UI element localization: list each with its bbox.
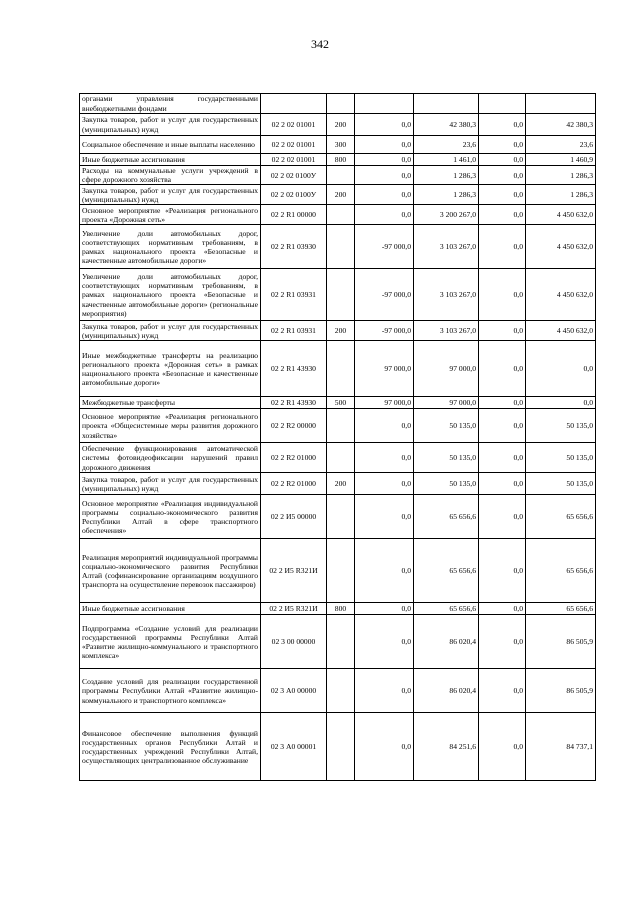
row-expense-type bbox=[327, 443, 355, 473]
row-change-amount: 0,0 bbox=[355, 154, 414, 166]
row-amount-year-2: 4 450 632,0 bbox=[526, 269, 596, 321]
row-change-amount-year-2: 0,0 bbox=[479, 269, 526, 321]
row-amount-year-1: 3 103 267,0 bbox=[414, 225, 479, 269]
row-expense-type bbox=[327, 409, 355, 443]
row-change-amount-year-2: 0,0 bbox=[479, 154, 526, 166]
row-code: 02 2 R2 01000 bbox=[261, 473, 327, 495]
row-amount-year-2: 50 135,0 bbox=[526, 443, 596, 473]
row-change-amount: 0,0 bbox=[355, 443, 414, 473]
row-change-amount: -97 000,0 bbox=[355, 321, 414, 341]
row-expense-type bbox=[327, 713, 355, 781]
table-row bbox=[80, 341, 596, 397]
table-row bbox=[80, 166, 596, 185]
budget-table-body bbox=[80, 94, 596, 781]
row-name: Подпрограмма «Создание условий для реализации государственной программы Республики Алтай «Развитие жилищно-коммунального и транспортного комплекса» bbox=[80, 615, 261, 669]
row-code: 02 2 R1 03931 bbox=[261, 269, 327, 321]
row-change-amount: 0,0 bbox=[355, 185, 414, 205]
row-expense-type bbox=[327, 341, 355, 397]
row-amount-year-1: 86 020,4 bbox=[414, 615, 479, 669]
row-change-amount-year-2: 0,0 bbox=[479, 397, 526, 409]
row-change-amount-year-2: 0,0 bbox=[479, 713, 526, 781]
row-amount-year-2: 4 450 632,0 bbox=[526, 205, 596, 225]
table-row bbox=[80, 615, 596, 669]
row-expense-type bbox=[327, 539, 355, 603]
row-expense-type: 200 bbox=[327, 321, 355, 341]
row-amount-year-2: 4 450 632,0 bbox=[526, 321, 596, 341]
row-change-amount-year-2: 0,0 bbox=[479, 539, 526, 603]
row-code: 02 2 R1 43930 bbox=[261, 341, 327, 397]
table-row bbox=[80, 114, 596, 136]
row-change-amount: 0,0 bbox=[355, 669, 414, 713]
row-expense-type bbox=[327, 669, 355, 713]
row-code: 02 2 R1 43930 bbox=[261, 397, 327, 409]
row-amount-year-1: 3 103 267,0 bbox=[414, 269, 479, 321]
row-amount-year-1: 1 286,3 bbox=[414, 166, 479, 185]
row-amount-year-1: 50 135,0 bbox=[414, 473, 479, 495]
table-row bbox=[80, 94, 596, 114]
row-expense-type: 200 bbox=[327, 185, 355, 205]
row-amount-year-1: 97 000,0 bbox=[414, 341, 479, 397]
row-amount-year-2: 1 286,3 bbox=[526, 185, 596, 205]
table-row bbox=[80, 409, 596, 443]
row-amount-year-1: 23,6 bbox=[414, 136, 479, 154]
row-code: 02 2 R1 00000 bbox=[261, 205, 327, 225]
row-change-amount: 0,0 bbox=[355, 603, 414, 615]
table-row bbox=[80, 713, 596, 781]
row-change-amount-year-2: 0,0 bbox=[479, 603, 526, 615]
row-change-amount: 0,0 bbox=[355, 713, 414, 781]
table-row bbox=[80, 603, 596, 615]
page-number: 342 bbox=[311, 37, 329, 51]
row-amount-year-2: 65 656,6 bbox=[526, 495, 596, 539]
row-amount-year-1: 50 135,0 bbox=[414, 443, 479, 473]
row-amount-year-1: 86 020,4 bbox=[414, 669, 479, 713]
row-change-amount-year-2: 0,0 bbox=[479, 166, 526, 185]
row-amount-year-2: 1 286,3 bbox=[526, 166, 596, 185]
row-change-amount-year-2: 0,0 bbox=[479, 495, 526, 539]
table-row bbox=[80, 669, 596, 713]
row-change-amount: 97 000,0 bbox=[355, 341, 414, 397]
table-row bbox=[80, 225, 596, 269]
row-amount-year-2: 50 135,0 bbox=[526, 473, 596, 495]
table-row bbox=[80, 269, 596, 321]
table-row bbox=[80, 205, 596, 225]
row-amount-year-2: 0,0 bbox=[526, 341, 596, 397]
row-amount-year-1: 42 380,3 bbox=[414, 114, 479, 136]
row-name: Закупка товаров, работ и услуг для государственных (муниципальных) нужд bbox=[80, 185, 261, 205]
row-change-amount-year-2: 0,0 bbox=[479, 185, 526, 205]
row-name: Иные бюджетные ассигнования bbox=[80, 603, 261, 615]
row-change-amount-year-2: 0,0 bbox=[479, 473, 526, 495]
row-amount-year-1: 65 656,6 bbox=[414, 539, 479, 603]
row-name: Реализация мероприятий индивидуальной программы социально-экономического развития Республики Алтай (софинансирование организациям воздушного транспорта на осуществление перевозок пассажиров) bbox=[80, 539, 261, 603]
budget-table bbox=[79, 93, 596, 781]
row-code: 02 3 А0 00000 bbox=[261, 669, 327, 713]
row-expense-type bbox=[327, 94, 355, 114]
row-code: 02 2 R2 01000 bbox=[261, 443, 327, 473]
row-name: Закупка товаров, работ и услуг для государственных (муниципальных) нужд bbox=[80, 321, 261, 341]
row-change-amount-year-2: 0,0 bbox=[479, 443, 526, 473]
row-change-amount: 0,0 bbox=[355, 114, 414, 136]
row-amount-year-1: 3 200 267,0 bbox=[414, 205, 479, 225]
row-expense-type bbox=[327, 225, 355, 269]
table-row bbox=[80, 495, 596, 539]
table-row bbox=[80, 397, 596, 409]
row-amount-year-2: 1 460,9 bbox=[526, 154, 596, 166]
row-code: 02 2 R1 03931 bbox=[261, 321, 327, 341]
row-amount-year-2: 50 135,0 bbox=[526, 409, 596, 443]
row-amount-year-2: 65 656,6 bbox=[526, 539, 596, 603]
table-row bbox=[80, 443, 596, 473]
row-amount-year-1: 84 251,6 bbox=[414, 713, 479, 781]
row-change-amount: 0,0 bbox=[355, 473, 414, 495]
row-change-amount-year-2: 0,0 bbox=[479, 341, 526, 397]
row-name: Финансовое обеспечение выполнения функций государственных органов Республики Алтай и государственных учреждений Республики Алтай, осуществляющих централизованное обслуживание bbox=[80, 713, 261, 781]
row-change-amount: 0,0 bbox=[355, 539, 414, 603]
row-change-amount-year-2: 0,0 bbox=[479, 225, 526, 269]
row-expense-type: 200 bbox=[327, 473, 355, 495]
row-name: органами управления государственными внебюджетными фондами bbox=[80, 94, 261, 114]
row-amount-year-1: 3 103 267,0 bbox=[414, 321, 479, 341]
row-code: 02 2 02 0100У bbox=[261, 185, 327, 205]
row-amount-year-1: 65 656,6 bbox=[414, 603, 479, 615]
row-change-amount-year-2: 0,0 bbox=[479, 615, 526, 669]
row-expense-type bbox=[327, 615, 355, 669]
row-code: 02 2 02 01001 bbox=[261, 114, 327, 136]
row-amount-year-2: 42 380,3 bbox=[526, 114, 596, 136]
row-expense-type: 200 bbox=[327, 114, 355, 136]
row-change-amount: 0,0 bbox=[355, 166, 414, 185]
row-code: 02 2 02 0100У bbox=[261, 166, 327, 185]
row-name: Межбюджетные трансферты bbox=[80, 397, 261, 409]
row-change-amount: 0,0 bbox=[355, 205, 414, 225]
row-expense-type bbox=[327, 495, 355, 539]
row-change-amount: 0,0 bbox=[355, 136, 414, 154]
row-amount-year-1: 50 135,0 bbox=[414, 409, 479, 443]
row-amount-year-1: 65 656,6 bbox=[414, 495, 479, 539]
row-code: 02 2 R2 00000 bbox=[261, 409, 327, 443]
row-change-amount: 0,0 bbox=[355, 495, 414, 539]
row-expense-type: 800 bbox=[327, 603, 355, 615]
row-amount-year-2: 4 450 632,0 bbox=[526, 225, 596, 269]
table-row bbox=[80, 321, 596, 341]
row-name: Закупка товаров, работ и услуг для государственных (муниципальных) нужд bbox=[80, 473, 261, 495]
row-amount-year-2: 86 505,9 bbox=[526, 669, 596, 713]
row-name: Увеличение доли автомобильных дорог, соответствующих нормативным требованиям, в рамках национального проекта «Безопасные и качественные автомобильные дороги» bbox=[80, 225, 261, 269]
row-change-amount: -97 000,0 bbox=[355, 269, 414, 321]
row-change-amount-year-2: 0,0 bbox=[479, 205, 526, 225]
row-expense-type: 800 bbox=[327, 154, 355, 166]
row-expense-type: 500 bbox=[327, 397, 355, 409]
row-name: Расходы на коммунальные услуги учреждений в сфере дорожного хозяйства bbox=[80, 166, 261, 185]
row-name: Основное мероприятие «Реализация индивидуальной программы социально-экономического развития Республики Алтай в сфере транспортного обеспечения» bbox=[80, 495, 261, 539]
row-expense-type: 300 bbox=[327, 136, 355, 154]
row-code: 02 2 02 01001 bbox=[261, 154, 327, 166]
row-code: 02 3 А0 00001 bbox=[261, 713, 327, 781]
row-change-amount-year-2: 0,0 bbox=[479, 409, 526, 443]
row-change-amount-year-2: 0,0 bbox=[479, 136, 526, 154]
row-change-amount-year-2: 0,0 bbox=[479, 669, 526, 713]
row-name: Иные бюджетные ассигнования bbox=[80, 154, 261, 166]
row-amount-year-2: 86 505,9 bbox=[526, 615, 596, 669]
row-code: 02 2 И5 R321И bbox=[261, 539, 327, 603]
row-name: Увеличение доли автомобильных дорог, соответствующих нормативным требованиям, в рамках национального проекта «Безопасные и качественные автомобильные дороги» (региональные мероприятия) bbox=[80, 269, 261, 321]
row-change-amount: 0,0 bbox=[355, 615, 414, 669]
row-code: 02 2 И5 00000 bbox=[261, 495, 327, 539]
row-name: Социальное обеспечение и иные выплаты населению bbox=[80, 136, 261, 154]
row-name: Создание условий для реализации государственной программы Республики Алтай «Развитие жилищно-коммунального и транспортного комплекса» bbox=[80, 669, 261, 713]
row-change-amount: 97 000,0 bbox=[355, 397, 414, 409]
row-name: Основное мероприятие «Реализация регионального проекта «Дорожная сеть» bbox=[80, 205, 261, 225]
row-name: Иные межбюджетные трансферты на реализацию регионального проекта «Дорожная сеть» в рамках национального проекта «Безопасные и качественные автомобильные дороги» bbox=[80, 341, 261, 397]
row-expense-type bbox=[327, 166, 355, 185]
row-amount-year-2 bbox=[526, 94, 596, 114]
table-row bbox=[80, 473, 596, 495]
row-name: Обеспечение функционирования автоматической системы фотовидеофиксации нарушений правил дорожного движения bbox=[80, 443, 261, 473]
row-code: 02 2 И5 R321И bbox=[261, 603, 327, 615]
row-amount-year-1: 1 461,0 bbox=[414, 154, 479, 166]
table-row bbox=[80, 154, 596, 166]
table-row bbox=[80, 136, 596, 154]
row-code: 02 2 02 01001 bbox=[261, 136, 327, 154]
row-amount-year-1 bbox=[414, 94, 479, 114]
row-change-amount bbox=[355, 94, 414, 114]
row-change-amount: -97 000,0 bbox=[355, 225, 414, 269]
row-change-amount-year-2 bbox=[479, 94, 526, 114]
row-amount-year-1: 1 286,3 bbox=[414, 185, 479, 205]
row-code: 02 3 00 00000 bbox=[261, 615, 327, 669]
row-expense-type bbox=[327, 269, 355, 321]
row-expense-type bbox=[327, 205, 355, 225]
row-change-amount-year-2: 0,0 bbox=[479, 114, 526, 136]
row-amount-year-2: 0,0 bbox=[526, 397, 596, 409]
row-code bbox=[261, 94, 327, 114]
row-code: 02 2 R1 03930 bbox=[261, 225, 327, 269]
row-change-amount-year-2: 0,0 bbox=[479, 321, 526, 341]
row-name: Основное мероприятие «Реализация регионального проекта «Общесистемные меры развития дорожного хозяйства» bbox=[80, 409, 261, 443]
table-row bbox=[80, 539, 596, 603]
row-amount-year-2: 65 656,6 bbox=[526, 603, 596, 615]
table-row bbox=[80, 185, 596, 205]
row-amount-year-2: 84 737,1 bbox=[526, 713, 596, 781]
row-name: Закупка товаров, работ и услуг для государственных (муниципальных) нужд bbox=[80, 114, 261, 136]
row-change-amount: 0,0 bbox=[355, 409, 414, 443]
row-amount-year-2: 23,6 bbox=[526, 136, 596, 154]
row-amount-year-1: 97 000,0 bbox=[414, 397, 479, 409]
